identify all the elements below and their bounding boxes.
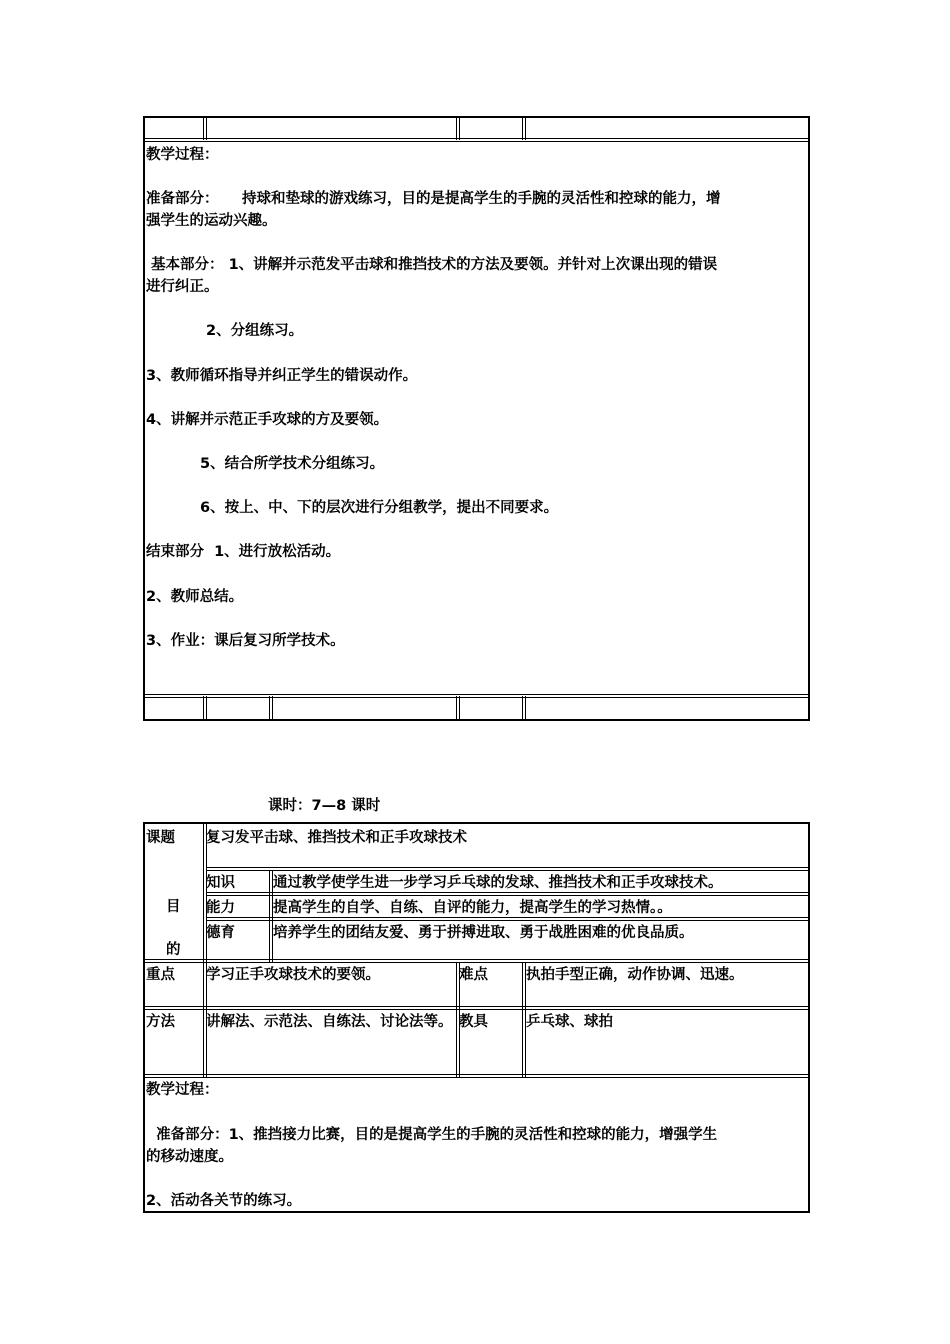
- table1-strip-divider: [456, 696, 457, 719]
- table1-strip-divider: [269, 696, 270, 719]
- table1-border-top: [143, 116, 810, 118]
- step-5: 5、结合所学技术分组练习。: [200, 456, 385, 472]
- topic-label: 课题: [146, 830, 175, 846]
- prep-part-2: 准备部分：1、推挡接力比赛，目的是提高学生的手腕的灵活性和控球的能力，增强学生: [146, 1127, 718, 1143]
- difficulty-label: 难点: [459, 967, 488, 983]
- table1-strip-divider: [272, 696, 273, 719]
- process-heading: 教学过程：: [146, 147, 219, 163]
- moral-value: 培养学生的团结友爱、勇于拼搏进取、勇于战胜困难的优良品质。: [273, 925, 694, 941]
- table1-strip-divider: [459, 696, 460, 719]
- table2-divider: [206, 870, 808, 871]
- table1-strip-divider: [525, 696, 526, 719]
- ability-label: 能力: [206, 900, 235, 916]
- step-4: 4、讲解并示范正手攻球的方及要领。: [146, 412, 389, 428]
- table1-strip-divider: [203, 696, 204, 719]
- prep-text: 持球和垫球的游戏练习，目的是提高学生的手腕的灵活性和控球的能力，增: [242, 191, 721, 207]
- table1-strip-divider: [456, 118, 457, 140]
- goal-label-2: 的: [166, 942, 181, 958]
- table2-divider: [145, 1009, 808, 1010]
- table2-divider: [206, 895, 808, 896]
- table2-divider: [145, 962, 808, 963]
- table2-divider: [203, 870, 204, 962]
- table1-strip-line: [145, 141, 808, 142]
- process-heading-2: 教学过程：: [146, 1082, 219, 1098]
- table2-border-right: [808, 822, 810, 1213]
- focus-label: 重点: [146, 967, 175, 983]
- table1-border-bottom: [143, 719, 810, 721]
- table2-divider: [145, 959, 808, 960]
- tools-label: 教具: [459, 1014, 488, 1030]
- topic-value: 复习发平击球、推挡技术和正手攻球技术: [206, 830, 467, 846]
- step-2-joints: 2、活动各关节的练习。: [146, 1193, 302, 1209]
- table2-divider: [522, 962, 523, 1077]
- table2-divider: [145, 1006, 808, 1007]
- table1-strip-divider: [522, 118, 523, 140]
- table1-strip-line: [145, 697, 808, 698]
- method-value: 讲解法、示范法、自练法、讨论法等。: [206, 1014, 453, 1030]
- table1-strip-divider: [206, 118, 207, 140]
- lesson-hours: 课时：7—8 课时: [268, 798, 381, 814]
- prep-part-2-cont: 的移动速度。: [146, 1149, 233, 1165]
- table2-divider: [203, 962, 204, 1077]
- table1-strip-line: [145, 694, 808, 695]
- table2-border-top: [143, 822, 810, 824]
- moral-label: 德育: [206, 925, 235, 941]
- table1-strip-divider: [522, 696, 523, 719]
- end-step-2: 2、教师总结。: [146, 589, 244, 605]
- table1-border-left: [143, 116, 145, 721]
- step-2: 2、分组练习。: [206, 323, 304, 339]
- knowledge-value: 通过教学使学生进一步学习乒乓球的发球、推挡技术和正手攻球技术。: [273, 875, 723, 891]
- step-3: 3、教师循环指导并纠正学生的错误动作。: [146, 368, 418, 384]
- table2-divider: [203, 824, 204, 871]
- basic-part-text-cont: 进行纠正。: [146, 279, 219, 295]
- table1-strip-divider: [203, 118, 204, 140]
- knowledge-label: 知识: [206, 875, 235, 891]
- table2-border-left: [143, 822, 145, 1213]
- table2-divider: [145, 1074, 808, 1075]
- table2-divider: [206, 920, 808, 921]
- focus-value: 学习正手攻球技术的要领。: [206, 967, 380, 983]
- prep-label: 准备部分：: [146, 191, 219, 207]
- table2-divider: [269, 870, 270, 962]
- goal-label-1: 目: [166, 899, 181, 915]
- method-label: 方法: [146, 1014, 175, 1030]
- basic-part-text: 基本部分： 1、讲解并示范发平击球和推挡技术的方法及要领。并针对上次课出现的错误: [146, 257, 718, 273]
- table2-divider: [456, 962, 457, 1077]
- end-part: 结束部分 1、进行放松活动。: [146, 544, 341, 560]
- table2-divider: [206, 867, 808, 868]
- ability-value: 提高学生的自学、自练、自评的能力，提高学生的学习热情。。: [273, 900, 672, 916]
- tools-value: 乒乓球、球拍: [526, 1014, 613, 1030]
- prep-text-cont: 强学生的运动兴趣。: [146, 213, 277, 229]
- table1-strip-divider: [206, 696, 207, 719]
- table1-strip-divider: [459, 118, 460, 140]
- table1-border-right: [808, 116, 810, 721]
- table1-strip-line: [145, 138, 808, 139]
- difficulty-value: 执拍手型正确，动作协调、迅速。: [526, 967, 744, 983]
- table1-strip-divider: [525, 118, 526, 140]
- step-6: 6、按上、中、下的层次进行分组教学，提出不同要求。: [200, 500, 559, 516]
- table2-divider: [145, 1077, 808, 1078]
- end-step-3: 3、作业：课后复习所学技术。: [146, 633, 345, 649]
